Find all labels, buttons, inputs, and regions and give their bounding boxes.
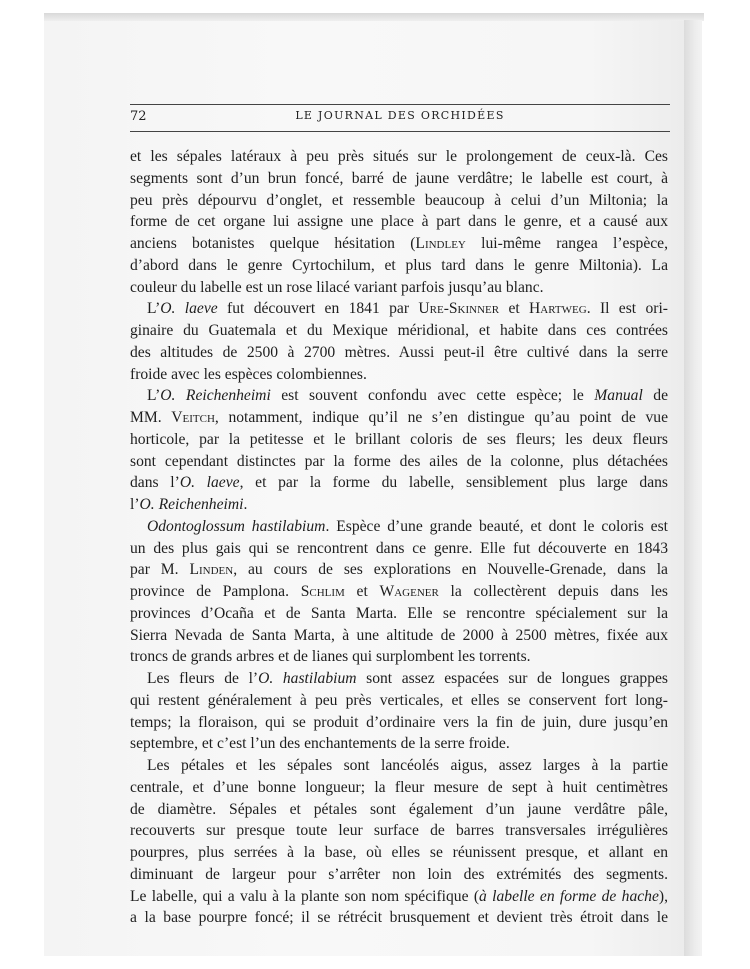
text-run: a la base pourpre foncé; il se rétrécit brusquement et devient très étroit dans le [130, 909, 668, 927]
text-line [130, 407, 668, 429]
text-line [130, 538, 668, 560]
text-run: couleur du labelle est un rose lilacé variant parfois jusqu’au blanc. [130, 278, 544, 296]
italic-term: O. laeve [179, 474, 240, 492]
italic-term: Odontoglossum hastilabium [147, 517, 326, 535]
text-run: , notamment, indique qu’il ne s’en distingue qu’au point de vue [214, 409, 668, 426]
text-run: province de Pamplona. [130, 583, 301, 600]
text-run: forme de cet organe lui assigne une place à part dans le genre, et a causé aux [130, 213, 668, 231]
text-run: L’ [147, 300, 161, 318]
text-run: dans l’ [130, 474, 180, 492]
text-run: . Il est ori- [586, 300, 668, 318]
person-name: Veitch [171, 409, 215, 426]
person-name: Ure-Skinner [418, 300, 500, 318]
italic-term: O. laeve [160, 300, 218, 318]
text-line [130, 842, 668, 864]
text-line [130, 342, 668, 364]
text-run: , au cours de ses explorations en Nouvelle-Grenade, dans la [233, 561, 668, 579]
text-line [130, 277, 668, 299]
text-line [130, 777, 668, 799]
text-run: Le labelle, qui a valu à la plante son nom spécifique ( [130, 887, 480, 905]
text-run: horticole, par la petitesse et le brillant coloris de ses fleurs; les deux fleurs [130, 430, 668, 448]
body-text [130, 146, 668, 929]
text-line [130, 451, 668, 473]
text-run: et [344, 583, 380, 600]
page-fold-shadow [684, 20, 702, 956]
text-line [130, 320, 668, 342]
italic-term: O. hastilabium [258, 670, 357, 687]
text-run: qui restent généralement à peu près verticales, et elles se conservent fort long- [130, 691, 668, 709]
text-line [130, 755, 668, 777]
text-run: septembre, et c’est l’un des enchantements de la serre froide. [130, 735, 510, 753]
text-run: l’ [130, 496, 140, 513]
text-run: recouverts sur presque toute leur surface de barres transversales irrégulières [130, 822, 668, 840]
text-run: un des plus gais qui se rencontrent dans ce genre. Elle fut découverte en 1843 [130, 539, 668, 557]
text-run: pourpres, plus serrées à la base, où elles se réunissent presque, et allant en [130, 844, 668, 861]
text-run: Les pétales et les sépales sont lancéolés aigus, assez larges à la partie [147, 757, 668, 774]
person-name: Wagener [379, 583, 439, 600]
text-line [130, 494, 668, 516]
page-number: 72 [130, 109, 147, 124]
text-line [130, 646, 668, 668]
italic-term: à labelle en forme de hache [479, 887, 659, 905]
text-run: et [499, 300, 530, 318]
italic-term: Manual [594, 387, 643, 405]
text-run: segments sont d’un brun foncé, barré de jaune verdâtre; le labelle est court, à [130, 169, 668, 187]
text-line [130, 581, 668, 603]
text-run: MM. [130, 409, 172, 426]
text-line [130, 472, 668, 494]
text-line [130, 864, 668, 886]
header-rule-bottom [130, 131, 670, 132]
text-line [130, 255, 668, 277]
text-run: lui-même rangea l’espèce, [465, 235, 668, 252]
text-line [130, 298, 668, 320]
text-run: la collectèrent depuis dans les [438, 583, 668, 600]
text-run: Sierra Nevada de Santa Marta, à une altitude de 2000 à 2500 mètres, fixée aux [130, 626, 668, 644]
italic-term: O. Reichenheimi [160, 387, 271, 405]
text-run: Les fleurs de l’ [147, 670, 259, 687]
text-line [130, 559, 668, 581]
text-run: troncs de grands arbres et de lianes qui surplombent les torrents. [130, 648, 531, 666]
text-run: de [642, 387, 668, 405]
text-line [130, 190, 668, 212]
text-run: , et par la forme du labelle, sensiblement plus large dans [239, 474, 668, 492]
text-line [130, 385, 668, 407]
text-line [130, 364, 668, 386]
running-head: LE JOURNAL DES ORCHIDÉES [295, 109, 505, 122]
text-line [130, 233, 668, 255]
header-rule-top [130, 104, 670, 105]
person-name: Schlim [300, 583, 345, 600]
text-run: sont cependant distinctes par la forme des ailes de la colonne, plus détachées [130, 452, 668, 470]
text-run: provinces d’Ocaña et de Santa Marta. Elle se rencontre spécialement sur la [130, 604, 668, 622]
text-run: temps; la floraison, qui se produit d’ordinaire vers la fin de juin, dure jusqu’en [130, 713, 668, 731]
text-run: sont assez espacées sur de longues grappes [356, 670, 668, 687]
text-run: peu près dépourvu d’onglet, et ressemble beaucoup à celui d’un Miltonia; la [130, 191, 668, 209]
text-run: anciens botanistes quelque hésitation ( [130, 235, 416, 252]
text-run: ginaire du Guatemala et du Mexique méridional, et habite dans ces contrées [130, 322, 668, 339]
person-name: Lindley [415, 235, 466, 252]
text-line [130, 429, 668, 451]
text-run: diminuant de largeur pour s’arrêter non loin des extrémités des segments. [130, 865, 668, 883]
text-run: et les sépales latéraux à peu près situés sur le prolongement de ceux-là. Ces [130, 148, 668, 165]
text-line [130, 625, 668, 647]
text-run: ), [658, 887, 668, 905]
text-line [130, 799, 668, 821]
text-line [130, 733, 668, 755]
text-line [130, 690, 668, 712]
text-run: d’abord dans le genre Cyrtochilum, et plus tard dans le genre Miltonia). La [130, 256, 668, 274]
text-run: L’ [147, 387, 161, 405]
text-run: des altitudes de 2500 à 2700 mètres. Aussi peut-il être cultivé dans la serre [130, 343, 668, 361]
text-run: centrale, et d’une bonne longueur; la fleur mesure de sept à huit centimètres [130, 778, 668, 796]
text-run: est souvent confondu avec cette espèce; le [270, 387, 595, 405]
text-line [130, 603, 668, 625]
italic-term: O. Reichenheimi [139, 496, 244, 513]
text-line [130, 668, 668, 690]
text-line [130, 211, 668, 233]
text-run: . [243, 496, 248, 513]
person-name: Hartweg [529, 300, 587, 318]
page-top-edge [44, 13, 704, 21]
text-line [130, 820, 668, 842]
text-line [130, 886, 668, 908]
text-run: . Espèce d’une grande beauté, et dont le coloris est [325, 517, 668, 535]
text-line [130, 907, 668, 929]
text-line [130, 146, 668, 168]
person-name: Linden [189, 561, 234, 579]
text-run: froide avec les espèces colombiennes. [130, 365, 367, 383]
text-line [130, 712, 668, 734]
text-run: de diamètre. Sépales et pétales sont également d’un jaune verdâtre pâle, [130, 800, 668, 818]
text-run: fut découvert en 1841 par [217, 300, 419, 318]
text-line [130, 168, 668, 190]
text-run: par M. [130, 561, 190, 579]
text-line [130, 516, 668, 538]
